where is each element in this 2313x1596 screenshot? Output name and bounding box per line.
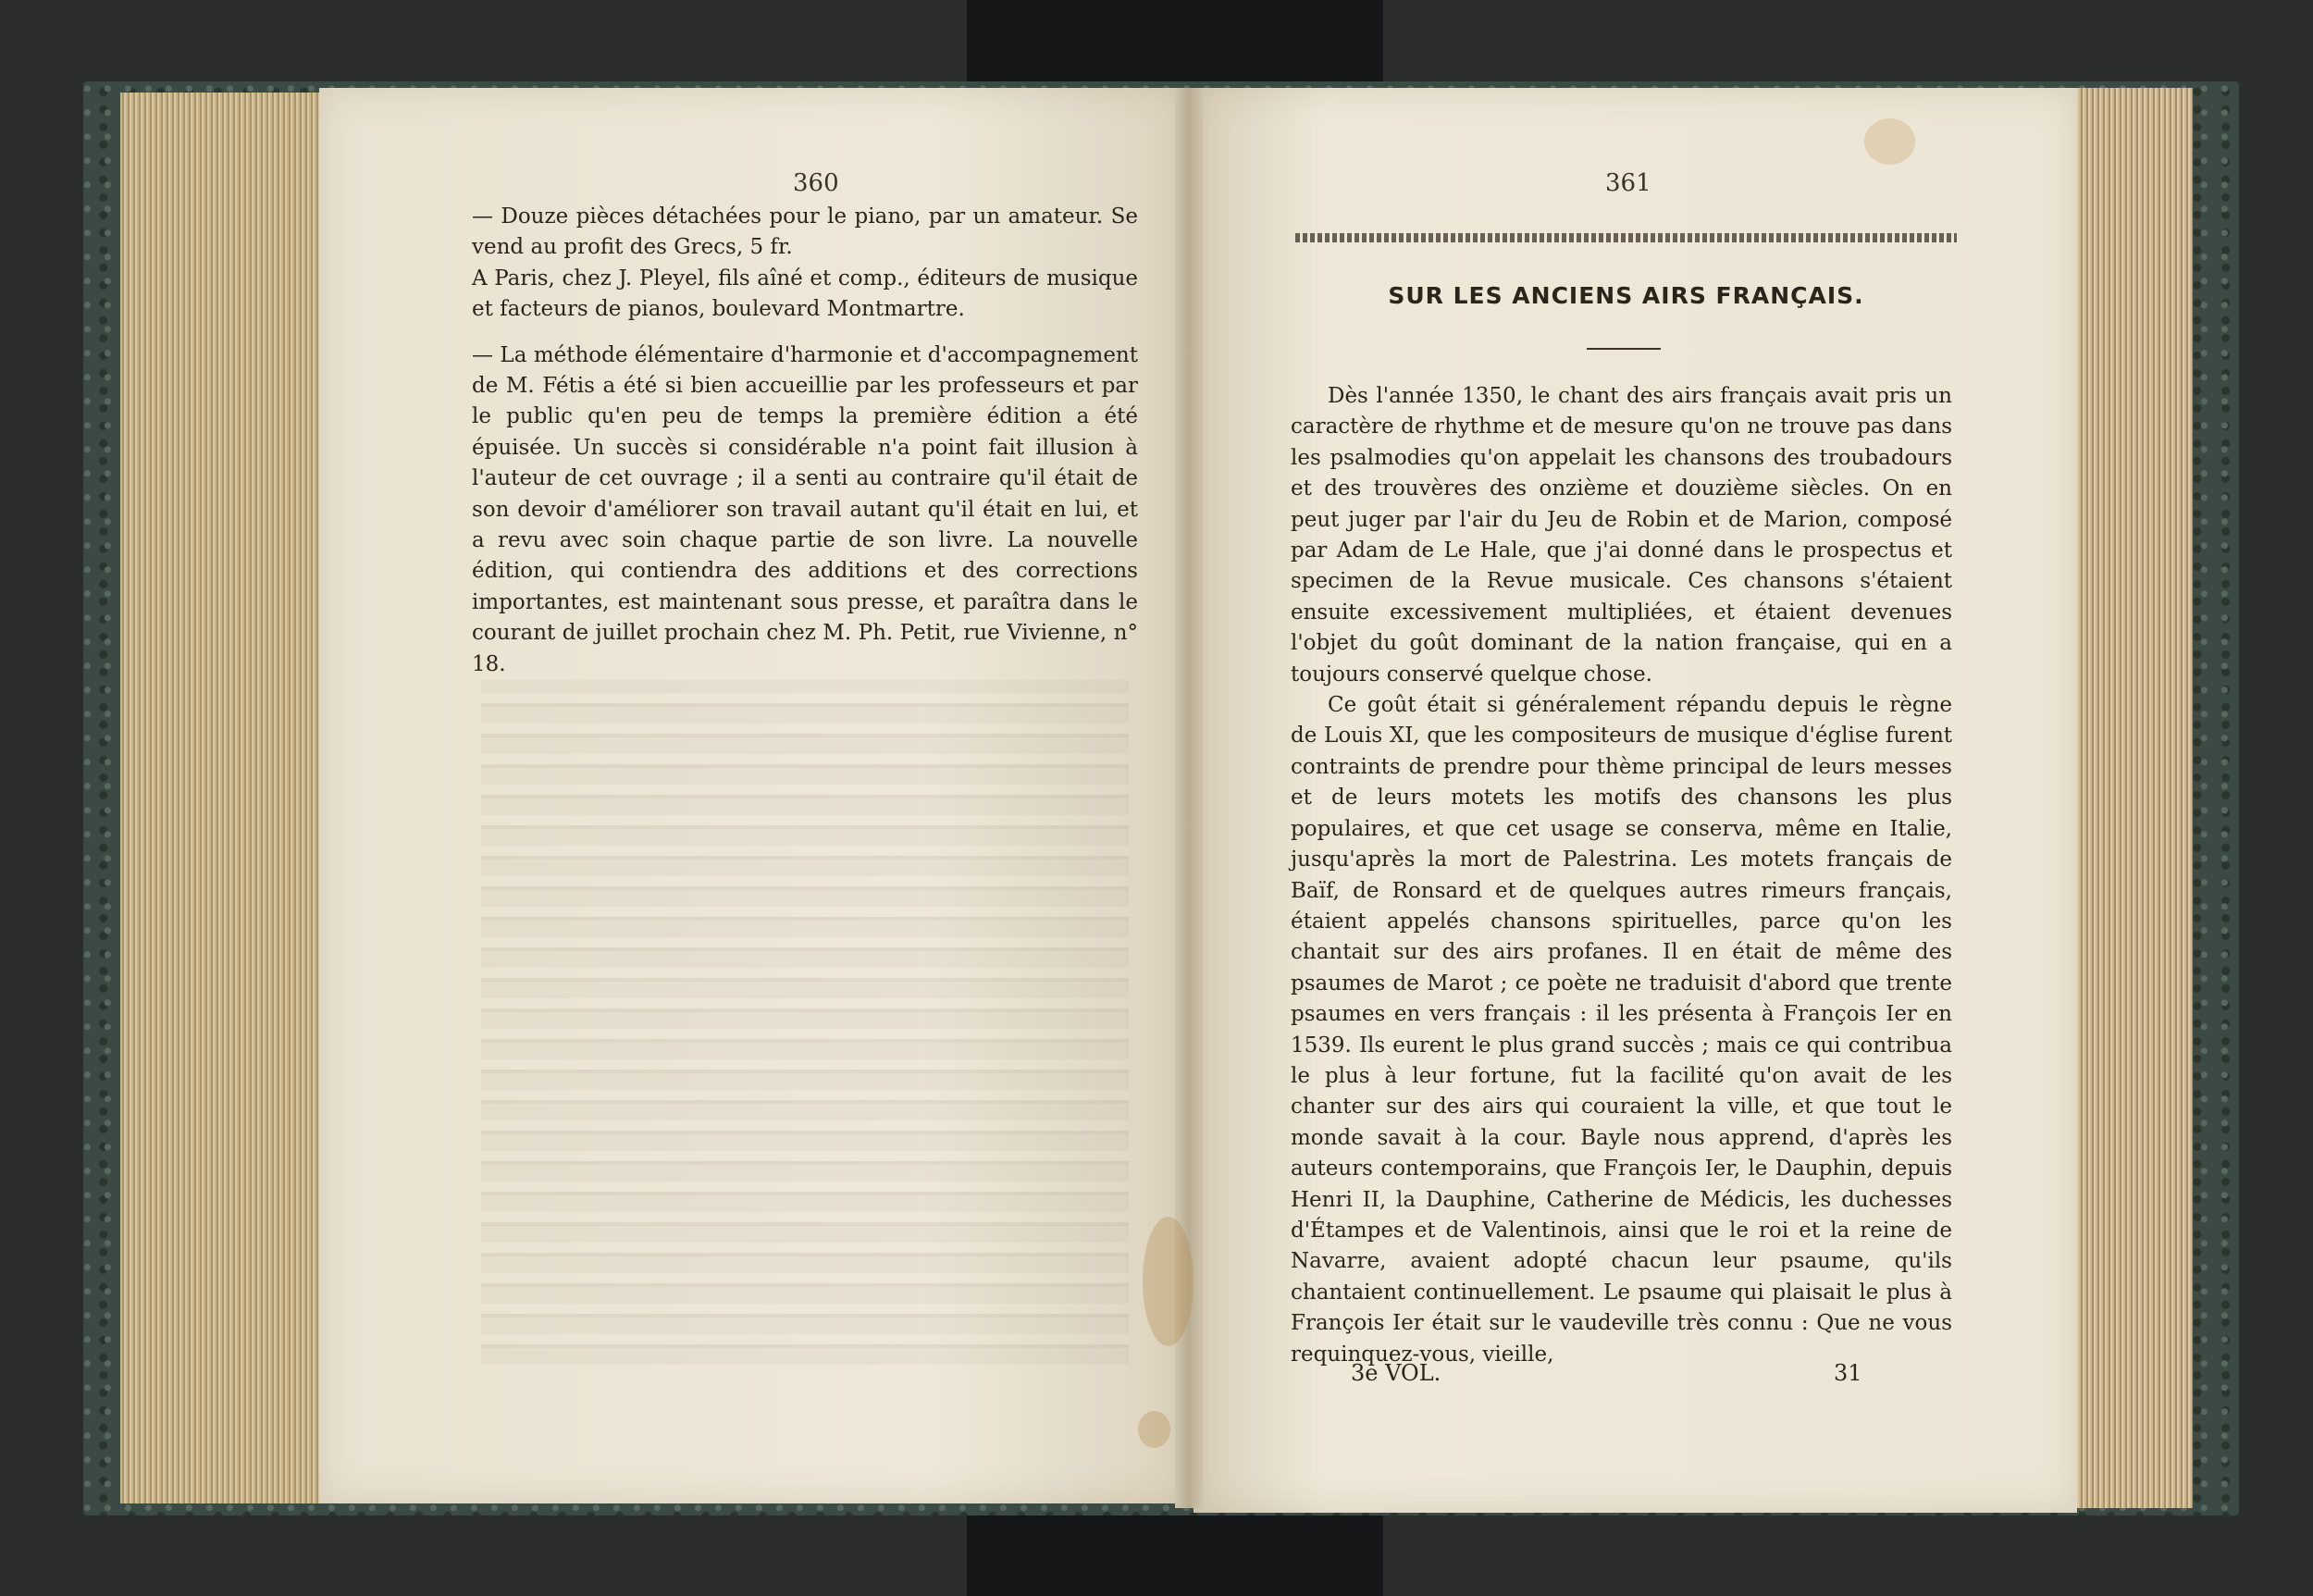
right-paragraph-2: Ce goût était si généralement répandu depuis le règne de Louis XI, que les compositeurs de musique d'église furent contraints de prendre pour thème principal de leurs messes et de leurs motets les motifs des chansons les plus populaires, et que cet usage se conserva, même en Italie, jusqu'après la mort de Palestrina. Les motets français de Baïf, de Ronsard et de quelques autres rimeurs français, étaient appelés chansons spirituelles, parce qu'on les chantait sur des airs profanes. Il en était de même des psaumes de Marot ; ce poète ne traduisit d'abord que trente psaumes en vers français : il les présenta à François Ier en 1539. Ils eurent le plus grand succès ; mais ce qui contribua le plus à leur fortune, fut la facilité qu'on avait de les chanter sur des airs qui couraient la ville, et que tout le monde savait à la cour. Bayle nous apprend, d'après les auteurs contemporains, que François Ier, le Dauphin, depuis Henri II, la Dauphine, Catherine de Médicis, les duchesses d'Étampes et de Valentinois, ainsi que le roi et la reine de Navarre, avaient adopté chacun leur psaume, qu'ils chantaient continuellement. Le psaume qui plaisait le plus à François Ier était sur le vaudeville très connu : Que ne vous requinquez-vous, vieille, <box>1291 693 1952 1367</box>
title-divider <box>1587 348 1661 350</box>
page-edges-left <box>120 93 333 1503</box>
left-paragraph-3: — La méthode élémentaire d'harmonie et d'accompagnement de M. Fétis a été si bien accueillie par les professeurs et par le public qu'en peu de temps la première édition a été épuisée. Un succès si considérable n'a point fait illusion à l'auteur de cet ouvrage ; il a senti au contraire qu'il était de son devoir d'améliorer son travail autant qu'il était en lui, et a revu avec soin chaque partie de son livre. La nouvelle édition, qui contiendra des additions et des corrections importantes, est maintenant sous presse, et paraîtra dans le courant de juillet prochain chez M. Ph. Petit, rue Vivienne, n° 18. <box>472 342 1138 676</box>
right-paragraph-1: Dès l'année 1350, le chant des airs français avait pris un caractère de rhythme et de mesure qu'on ne trouve pas dans les psalmodies qu'on appelait les chansons des troubadours et des trouvères des onzième et douzième siècles. On en peut juger par l'air du Jeu de Robin et de Marion, composé par Adam de Le Hale, que j'ai donné dans le prospectus et specimen de la Revue musicale. Ces chansons s'étaient ensuite excessivement multipliées, et étaient devenues l'objet du goût dominant de la nation française, qui en a toujours conservé quelque chose. <box>1291 384 1952 687</box>
footer-number: 31 <box>1834 1360 1862 1386</box>
right-page-number: 361 <box>1605 169 1651 197</box>
left-paragraph-1: — Douze pièces détachées pour le piano, par un amateur. Se vend au profit des Grecs, 5 fr. <box>472 204 1138 260</box>
article-title: SUR LES ANCIENS AIRS FRANÇAIS. <box>1388 282 1864 309</box>
right-page-body <box>1291 381 1952 1370</box>
left-page-number: 360 <box>793 169 839 197</box>
ornamental-rule <box>1295 233 1957 242</box>
left-page-body <box>472 202 1138 680</box>
show-through-text <box>481 680 1129 1365</box>
foxing-stain-top <box>1864 118 1915 165</box>
foxing-stain-small <box>1138 1411 1170 1448</box>
foxing-stain <box>1143 1217 1194 1346</box>
left-paragraph-2: A Paris, chez J. Pleyel, fils aîné et comp., éditeurs de musique et facteurs de pianos, boulevard Montmartre. <box>472 266 1138 322</box>
page-edges-right <box>2068 88 2193 1508</box>
footer-signature: 3e VOL. <box>1351 1360 1441 1386</box>
